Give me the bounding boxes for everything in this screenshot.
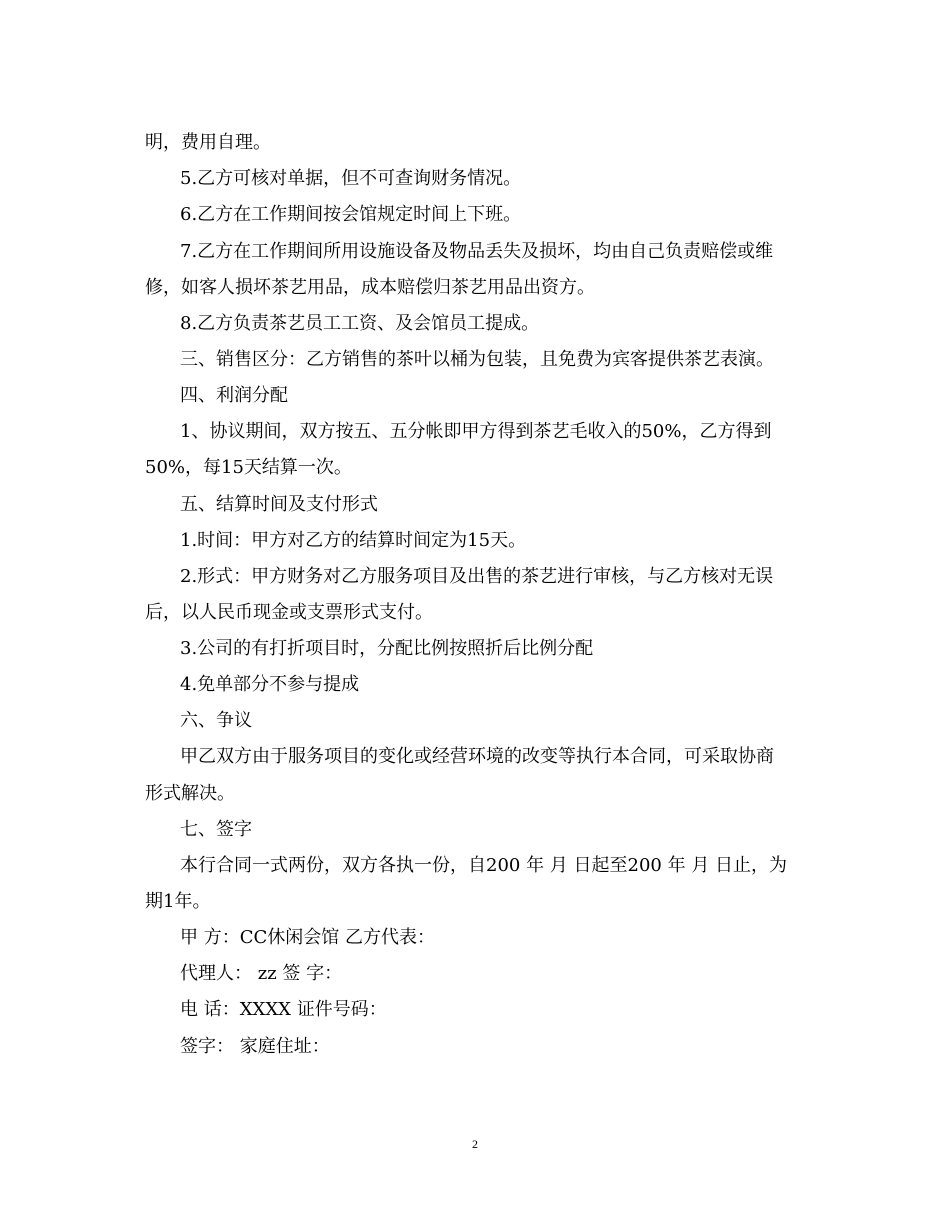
text-line: 7.乙方在工作期间所用设施设备及物品丢失及损坏，均由自己负责赔偿或维 [180,241,774,262]
text-line: 明，费用自理。 [145,132,271,153]
page-number: 2 [472,1137,478,1151]
text-line: 50%，每15天结算一次。 [145,457,352,478]
section-heading: 五、结算时间及支付形式 [180,494,378,515]
signature-line: 代理人： zz 签 字： [180,963,343,984]
text-line: 3.公司的有打折项目时，分配比例按照折后比例分配 [180,638,594,659]
text-line: 甲乙双方由于服务项目的变化或经营环境的改变等执行本合同，可采取协商 [180,746,774,767]
text-line: 5.乙方可核对单据，但不可查询财务情况。 [180,168,522,189]
section-heading: 四、利润分配 [180,385,288,406]
text-line: 形式解决。 [145,783,235,804]
text-line: 6.乙方在工作期间按会馆规定时间上下班。 [180,204,522,225]
text-line: 1.时间：甲方对乙方的结算时间定为15天。 [180,530,527,551]
text-line: 8.乙方负责茶艺员工工资、及会馆员工提成。 [180,313,540,334]
text-line: 4.免单部分不参与提成 [180,674,360,695]
text-line: 1、协议期间，双方按五、五分帐即甲方得到茶艺毛收入的50%，乙方得到 [180,421,772,442]
text-line: 修，如客人损坏茶艺用品，成本赔偿归茶艺用品出资方。 [145,277,595,298]
signature-line: 甲 方：CC休闲会馆 乙方代表： [180,927,435,948]
text-line: 2.形式：甲方财务对乙方服务项目及出售的茶艺进行审核，与乙方核对无误 [180,566,774,587]
signature-line: 签字： 家庭住址： [180,1036,330,1057]
signature-line: 电 话：XXXX 证件号码： [180,999,387,1020]
section-heading: 六、争议 [180,710,252,731]
text-line: 三、销售区分：乙方销售的茶叶以桶为包装，且免费为宾客提供茶艺表演。 [180,349,774,370]
section-heading: 七、签字 [180,819,252,840]
text-line: 期1年。 [145,891,211,912]
text-line: 本行合同一式两份，双方各执一份，自200 年 月 日起至200 年 月 日止，为 [180,855,788,876]
text-line: 后，以人民币现金或支票形式支付。 [145,602,433,623]
